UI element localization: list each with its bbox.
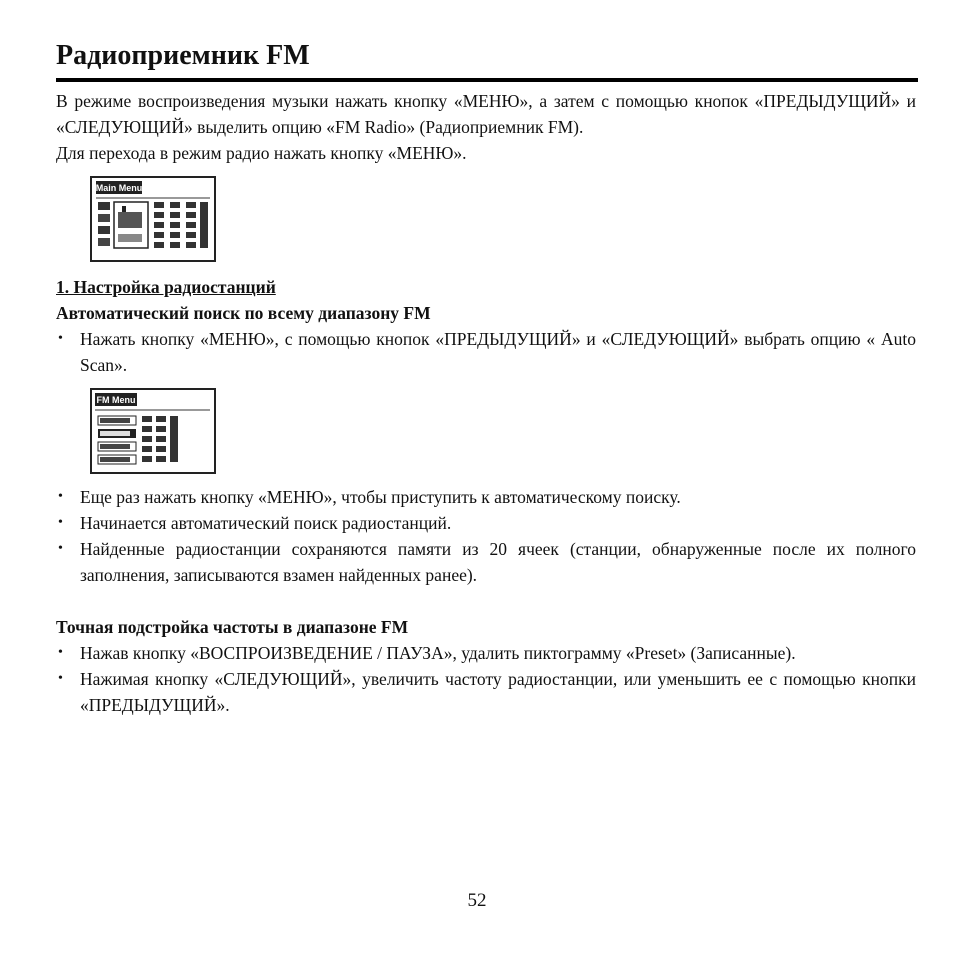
document-page <box>56 38 916 718</box>
auto-scan-list-b <box>56 484 916 588</box>
list-item <box>56 536 916 588</box>
list-item <box>56 510 916 536</box>
auto-scan-heading: Автоматический поиск по всему диапазону FM <box>56 303 431 323</box>
fm-menu-screen-image <box>90 388 916 474</box>
bullet-glyph: • <box>58 671 63 686</box>
bullet-glyph: • <box>58 541 63 556</box>
intro-paragraph-2: Для перехода в режим радио нажать кнопку «МЕНЮ». <box>56 143 467 163</box>
auto-scan-list-a <box>56 326 916 378</box>
fm-menu-header: FM Menu <box>96 395 136 405</box>
list-item-text: Начинается автоматический поиск радиостанций. <box>80 513 452 533</box>
list-item-text: Найденные радиостанции сохраняются памяти из 20 ячеек (станции, обнаруженные после их полного заполнения, записываются взамен найденных ранее). <box>80 539 916 585</box>
list-item <box>56 640 916 666</box>
title-rule <box>56 78 918 82</box>
list-item-text: Нажать кнопку «МЕНЮ», с помощью кнопок «ПРЕДЫДУЩИЙ» и «СЛЕДУЮЩИЙ» выбрать опцию « Auto Scan». <box>80 329 916 375</box>
list-item <box>56 484 916 510</box>
intro-paragraph: В режиме воспроизведения музыки нажать кнопку «МЕНЮ», а затем с помощью кнопок «ПРЕДЫДУЩИЙ» и «СЛЕДУЮЩИЙ» выделить опцию «FM Radio» (Радиоприемник FM). <box>56 91 916 137</box>
main-menu-header: Main Menu <box>95 183 143 193</box>
fine-tune-heading: Точная подстройка частоты в диапазоне FM <box>56 617 409 637</box>
fine-tune-list <box>56 640 916 718</box>
main-menu-screen-image <box>90 176 916 262</box>
section-1-title: 1. Настройка радиостанций <box>56 277 276 297</box>
list-item-text: Еще раз нажать кнопку «МЕНЮ», чтобы приступить к автоматическому поиску. <box>80 487 681 507</box>
bullet-glyph: • <box>58 515 63 530</box>
list-item-text: Нажимая кнопку «СЛЕДУЮЩИЙ», увеличить частоту радиостанции, или уменьшить ее с помощью кнопки «ПРЕДЫДУЩИЙ». <box>80 669 916 715</box>
page-number: 52 <box>467 890 487 911</box>
list-item <box>56 666 916 718</box>
bullet-glyph: • <box>58 645 63 660</box>
list-item <box>56 326 916 378</box>
list-item-text: Нажав кнопку «ВОСПРОИЗВЕДЕНИЕ / ПАУЗА», удалить пиктограмму «Preset» (Записанные). <box>80 643 796 663</box>
bullet-glyph: • <box>58 489 63 504</box>
page-title: Радиоприемник FM <box>56 40 310 71</box>
bullet-glyph: • <box>58 331 63 346</box>
